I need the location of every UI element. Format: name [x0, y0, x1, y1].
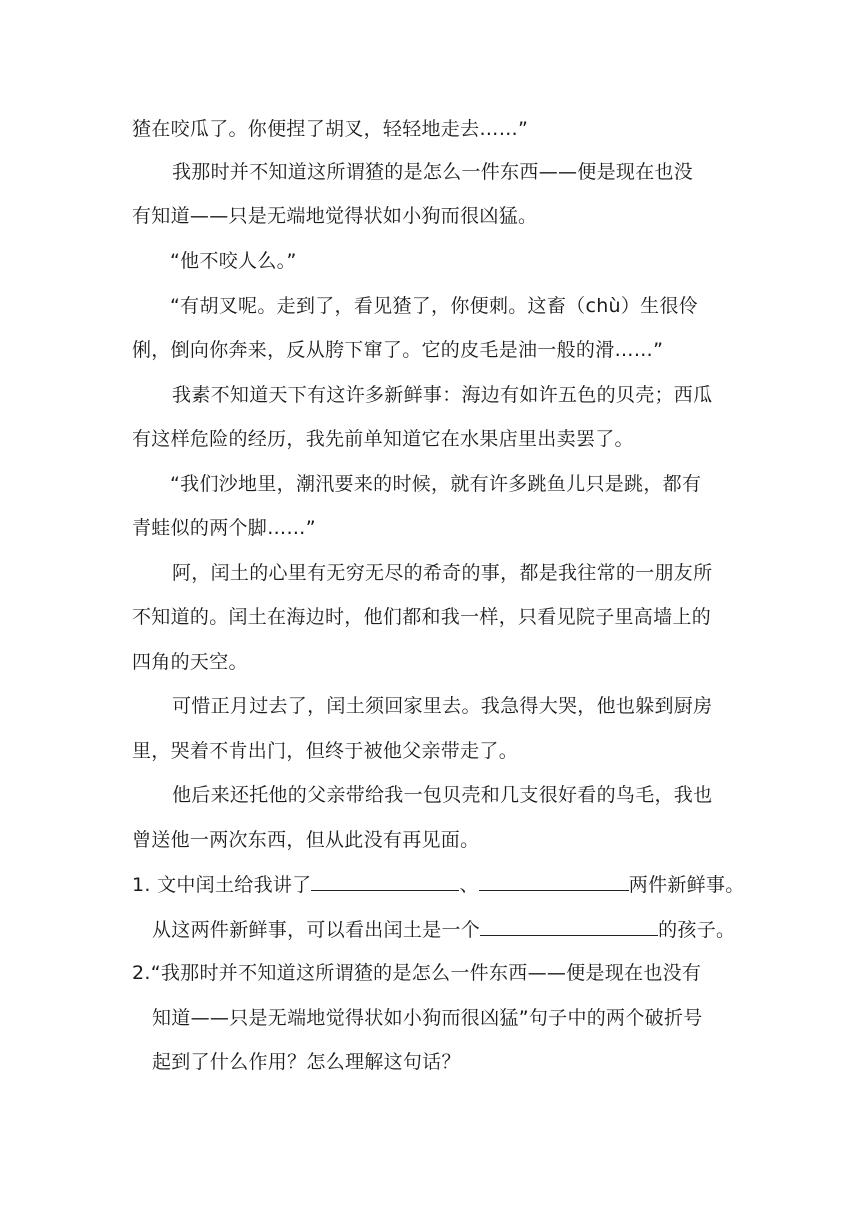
passage-line: 青蛙似的两个脚……” [132, 517, 316, 539]
passage-line: 猹在咬瓜了。你便捏了胡叉，轻轻地走去……” [132, 118, 529, 140]
passage-line: 有知道——只是无端地觉得状如小狗而很凶猛。 [132, 205, 538, 227]
question-text: 从这两件新鲜事，可以看出闰土是一个 [152, 919, 481, 941]
question-1 [0, 870, 860, 899]
separator-text: 、 [459, 874, 479, 896]
question-text: 1. 文中闰土给我讲了 [132, 874, 312, 896]
passage-paragraph: 可惜正月过去了，闰土须回家里去。我急得大哭，他也躲到厨房 [172, 695, 713, 717]
question-2-line: 知道——只是无端地觉得状如小狗而很凶猛”句子中的两个破折号 [152, 1007, 703, 1029]
passage-dialogue: “他不咬人么。” [170, 250, 297, 272]
passage-paragraph: 他后来还托他的父亲带给我一包贝壳和几支很好看的鸟毛，我也 [172, 784, 713, 806]
answer-blank[interactable] [311, 870, 459, 891]
passage-paragraph: 我那时并不知道这所谓猹的是怎么一件东西——便是现在也没 [172, 161, 694, 183]
question-text: 的孩子。 [658, 919, 736, 941]
question-1-continued [0, 915, 860, 944]
answer-blank[interactable] [479, 870, 629, 891]
passage-dialogue: “有胡叉呢。走到了，看见猹了，你便刺。这畜（chù）生很伶 [170, 295, 699, 317]
passage-line: 里，哭着不肯出门，但终于被他父亲带走了。 [132, 740, 519, 762]
question-2-line: 起到了什么作用？怎么理解这句话？ [152, 1051, 461, 1073]
passage-paragraph: 阿，闰土的心里有无穷无尽的希奇的事，都是我往常的一朋友所 [172, 562, 713, 584]
passage-line: 四角的天空。 [132, 651, 248, 673]
passage-line: 曾送他一两次东西，但从此没有再见面。 [132, 829, 480, 851]
passage-line: 不知道的。闰土在海边时，他们都和我一样，只看见院子里高墙上的 [132, 606, 712, 628]
passage-dialogue: “我们沙地里，潮汛要来的时候，就有许多跳鱼儿只是跳，都有 [170, 473, 702, 495]
passage-line: 俐，倒向你奔来，反从胯下窜了。它的皮毛是油一般的滑……” [132, 339, 664, 361]
question-text: 两件新鲜事。 [628, 874, 745, 896]
passage-paragraph: 我素不知道天下有这许多新鲜事：海边有如许五色的贝壳；西瓜 [172, 384, 713, 406]
passage-line: 有这样危险的经历，我先前单知道它在水果店里出卖罢了。 [132, 428, 634, 450]
question-2: 2.“我那时并不知道这所谓猹的是怎么一件东西——便是现在也没有 [132, 962, 702, 984]
answer-blank[interactable] [480, 915, 658, 936]
